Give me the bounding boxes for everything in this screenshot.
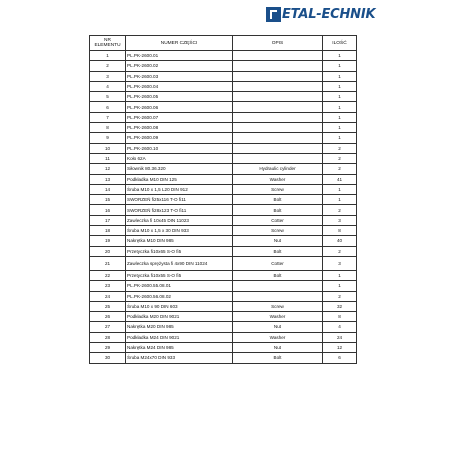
row-quantity-cell: 1: [323, 71, 357, 81]
row-quantity-cell: 24: [323, 332, 357, 342]
row-nr-cell: 21: [90, 256, 126, 270]
row-part-number-cell: PL.PK-2600.10: [126, 143, 233, 153]
row-description-cell: Bolt: [233, 270, 323, 280]
row-nr-cell: 2: [90, 61, 126, 71]
table-row: [90, 343, 357, 353]
row-description-cell: Washer: [233, 174, 323, 184]
table-row: [90, 215, 357, 225]
row-description-cell: [233, 133, 323, 143]
row-description-cell: [233, 81, 323, 91]
row-nr-cell: 23: [90, 281, 126, 291]
row-quantity-cell: 1: [323, 195, 357, 205]
row-part-number-cell: PL.PK-2600.03: [126, 71, 233, 81]
row-nr-cell: 19: [90, 236, 126, 246]
row-quantity-cell: 1: [323, 281, 357, 291]
row-part-number-cell: Nakrętka M10 DIN 985: [126, 236, 233, 246]
row-part-number-cell: Śruba M24x70 DIN 933: [126, 353, 233, 363]
row-part-number-cell: Nakrętka M24 DIN 985: [126, 343, 233, 353]
table-row: [90, 236, 357, 246]
row-nr-cell: 30: [90, 353, 126, 363]
row-nr-cell: 14: [90, 184, 126, 194]
row-part-number-cell: Podkładka M10 DIN 125: [126, 174, 233, 184]
row-quantity-cell: 2: [323, 291, 357, 301]
column-header-description: OPIS: [233, 36, 323, 51]
row-nr-cell: 13: [90, 174, 126, 184]
table-row: [90, 301, 357, 311]
row-part-number-cell: PL.PK-2600.07: [126, 112, 233, 122]
row-description-cell: Hydraulic cylinder: [233, 164, 323, 174]
table-row: [90, 246, 357, 256]
row-part-number-cell: Śruba M10 x 90 DIN 603: [126, 301, 233, 311]
row-nr-cell: 17: [90, 215, 126, 225]
table-row: [90, 61, 357, 71]
row-part-number-cell: PL.PK-2600.56.08.02: [126, 291, 233, 301]
row-description-cell: [233, 153, 323, 163]
row-description-cell: [233, 71, 323, 81]
row-description-cell: Washer: [233, 332, 323, 342]
row-description-cell: [233, 123, 323, 133]
row-part-number-cell: Nakrętka M20 DIN 985: [126, 322, 233, 332]
row-part-number-cell: PL.PK-2600.06: [126, 102, 233, 112]
table-row: [90, 112, 357, 122]
row-nr-cell: 20: [90, 246, 126, 256]
row-nr-cell: 1: [90, 51, 126, 61]
row-quantity-cell: 2: [323, 205, 357, 215]
table-row: [90, 81, 357, 91]
row-nr-cell: 11: [90, 153, 126, 163]
row-description-cell: [233, 291, 323, 301]
table-row: [90, 123, 357, 133]
row-part-number-cell: SWORZEŃ fi25x116 T-O fi11: [126, 195, 233, 205]
table-row: [90, 143, 357, 153]
row-quantity-cell: 1: [323, 51, 357, 61]
row-quantity-cell: 8: [323, 226, 357, 236]
row-description-cell: [233, 102, 323, 112]
row-part-number-cell: Zawleczka fi 10x45 DIN 11023: [126, 215, 233, 225]
row-quantity-cell: 4: [323, 322, 357, 332]
table-row: [90, 353, 357, 363]
row-part-number-cell: Koło 62A: [126, 153, 233, 163]
row-part-number-cell: PL.PK-2600.04: [126, 81, 233, 91]
row-nr-cell: 27: [90, 322, 126, 332]
row-description-cell: Bolt: [233, 205, 323, 215]
row-nr-cell: 22: [90, 270, 126, 280]
parts-table: [89, 35, 357, 364]
row-quantity-cell: 1: [323, 92, 357, 102]
table-body: [90, 51, 357, 364]
table-row: [90, 133, 357, 143]
table-row: [90, 270, 357, 280]
row-description-cell: Screw: [233, 301, 323, 311]
table-header-row: [90, 36, 357, 51]
row-quantity-cell: 3: [323, 256, 357, 270]
row-part-number-cell: PL.PK-2600.55.08.01: [126, 281, 233, 291]
row-nr-cell: 8: [90, 123, 126, 133]
row-description-cell: [233, 51, 323, 61]
table-row: [90, 164, 357, 174]
row-part-number-cell: Śruba M10 x 1,5 x 30 DIN 933: [126, 226, 233, 236]
row-part-number-cell: PL.PK-2600.09: [126, 133, 233, 143]
row-quantity-cell: 1: [323, 102, 357, 112]
logo-text: ETAL-ECHNIK: [282, 6, 376, 22]
row-nr-cell: 3: [90, 71, 126, 81]
table-row: [90, 256, 357, 270]
row-part-number-cell: PL.PK-2600.05: [126, 92, 233, 102]
row-quantity-cell: 1: [323, 133, 357, 143]
row-quantity-cell: 2: [323, 143, 357, 153]
row-quantity-cell: 3: [323, 215, 357, 225]
table-row: [90, 226, 357, 236]
row-part-number-cell: Przetyczka fi10x65 S-O fi5: [126, 246, 233, 256]
row-description-cell: [233, 112, 323, 122]
table-row: [90, 71, 357, 81]
row-part-number-cell: Podkładka M24 DIN 9021: [126, 332, 233, 342]
table-row: [90, 184, 357, 194]
row-description-cell: [233, 143, 323, 153]
row-part-number-cell: PL.PK-2600.02: [126, 61, 233, 71]
table-row: [90, 205, 357, 215]
table-row: [90, 291, 357, 301]
table-row: [90, 92, 357, 102]
row-nr-cell: 28: [90, 332, 126, 342]
row-description-cell: [233, 281, 323, 291]
row-nr-cell: 18: [90, 226, 126, 236]
table-row: [90, 332, 357, 342]
row-nr-cell: 15: [90, 195, 126, 205]
row-description-cell: Screw: [233, 226, 323, 236]
logo-m-icon: [266, 7, 281, 22]
row-part-number-cell: SWORZEŃ fi28x123 T-O fi11: [126, 205, 233, 215]
row-quantity-cell: 2: [323, 153, 357, 163]
row-description-cell: Nut: [233, 236, 323, 246]
table-row: [90, 281, 357, 291]
row-nr-cell: 4: [90, 81, 126, 91]
row-description-cell: Nut: [233, 343, 323, 353]
row-part-number-cell: Siłownik 80.36.320: [126, 164, 233, 174]
row-nr-cell: 9: [90, 133, 126, 143]
row-description-cell: [233, 92, 323, 102]
row-nr-cell: 7: [90, 112, 126, 122]
row-description-cell: Bolt: [233, 246, 323, 256]
column-header-part-number: NUMER CZĘŚCI: [126, 36, 233, 51]
row-nr-cell: 26: [90, 312, 126, 322]
row-quantity-cell: 1: [323, 270, 357, 280]
row-description-cell: Cotter: [233, 215, 323, 225]
table-row: [90, 153, 357, 163]
table-row: [90, 312, 357, 322]
row-part-number-cell: PL.PK-2600.08: [126, 123, 233, 133]
row-nr-cell: 10: [90, 143, 126, 153]
row-quantity-cell: 1: [323, 81, 357, 91]
row-quantity-cell: 1: [323, 184, 357, 194]
row-nr-cell: 5: [90, 92, 126, 102]
row-quantity-cell: 40: [323, 236, 357, 246]
row-description-cell: Washer: [233, 312, 323, 322]
table-row: [90, 195, 357, 205]
row-quantity-cell: 8: [323, 312, 357, 322]
table-row: [90, 102, 357, 112]
column-header-nr: NR ELEMENTU: [90, 36, 126, 51]
row-nr-cell: 29: [90, 343, 126, 353]
row-part-number-cell: PL.PK-2600.01: [126, 51, 233, 61]
row-quantity-cell: 1: [323, 61, 357, 71]
row-description-cell: Bolt: [233, 195, 323, 205]
row-nr-cell: 24: [90, 291, 126, 301]
row-nr-cell: 16: [90, 205, 126, 215]
row-quantity-cell: 2: [323, 246, 357, 256]
row-nr-cell: 6: [90, 102, 126, 112]
row-description-cell: Bolt: [233, 353, 323, 363]
row-quantity-cell: 1: [323, 123, 357, 133]
table-row: [90, 51, 357, 61]
row-part-number-cell: Zawleczka sprężysta fi 4x90 DIN 11024: [126, 256, 233, 270]
row-quantity-cell: 41: [323, 174, 357, 184]
row-nr-cell: 12: [90, 164, 126, 174]
row-description-cell: Nut: [233, 322, 323, 332]
row-quantity-cell: 2: [323, 164, 357, 174]
row-quantity-cell: 6: [323, 353, 357, 363]
row-part-number-cell: Podkładka M20 DIN 9021: [126, 312, 233, 322]
row-nr-cell: 25: [90, 301, 126, 311]
row-quantity-cell: 32: [323, 301, 357, 311]
table-row: [90, 174, 357, 184]
row-description-cell: [233, 61, 323, 71]
company-logo: [266, 3, 375, 25]
row-quantity-cell: 1: [323, 112, 357, 122]
row-quantity-cell: 12: [323, 343, 357, 353]
table-row: [90, 322, 357, 332]
row-description-cell: Cotter: [233, 256, 323, 270]
column-header-quantity: ILOŚĆ: [323, 36, 357, 51]
row-part-number-cell: Śruba M10 x 1,5 L20 DIN 912: [126, 184, 233, 194]
row-part-number-cell: Przetyczka fi10x55 S-O fi5: [126, 270, 233, 280]
row-description-cell: Screw: [233, 184, 323, 194]
